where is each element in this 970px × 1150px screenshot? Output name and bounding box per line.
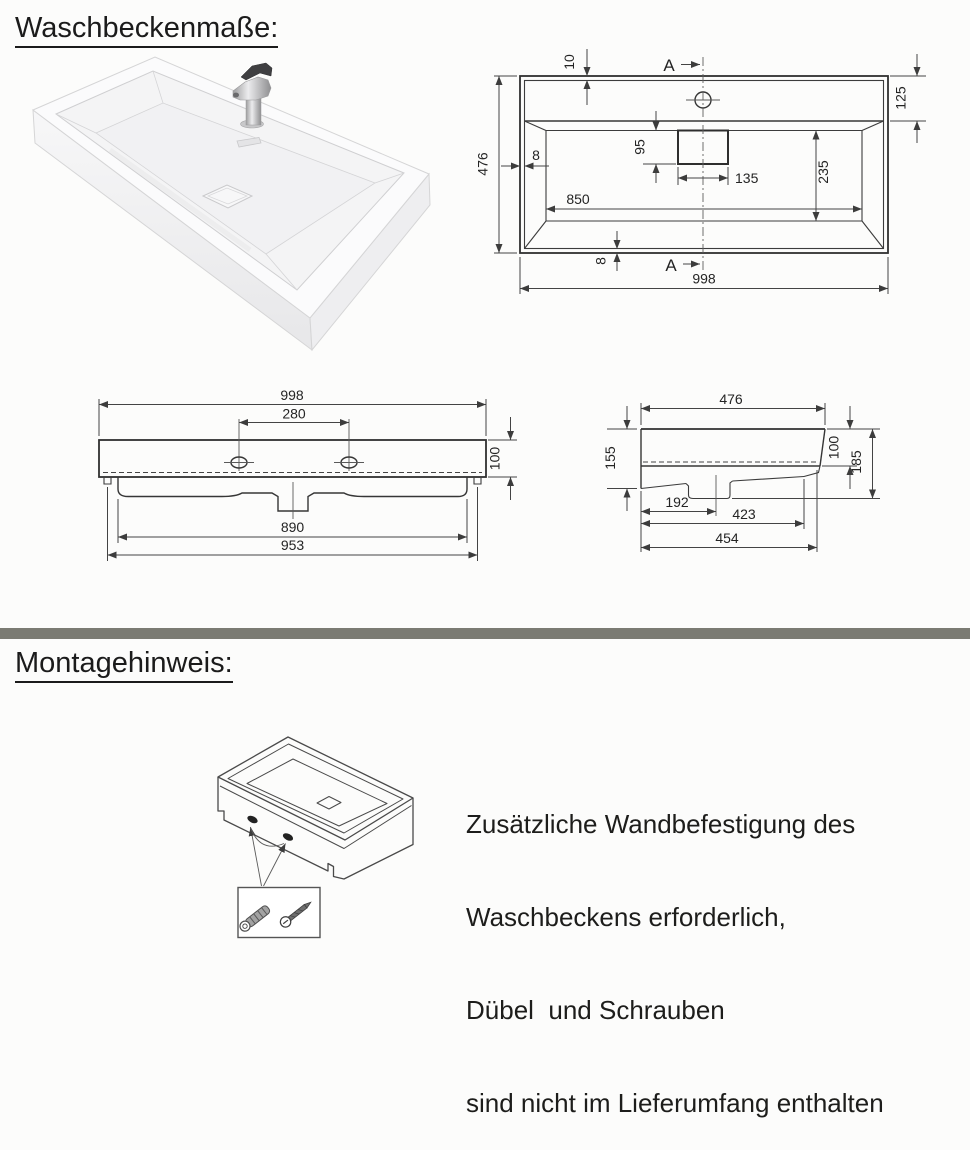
mounting-hole-left xyxy=(246,814,259,825)
tap-hole-right xyxy=(334,419,364,471)
mounting-hole-right xyxy=(282,832,295,843)
dim-basin-width: 850 xyxy=(566,191,590,207)
dim-total-height: 185 xyxy=(848,450,864,474)
hardware-box xyxy=(238,888,320,938)
top-view-drawing xyxy=(475,49,927,294)
sketch-drain-slot xyxy=(317,797,341,810)
dim-drain-depth: 95 xyxy=(631,139,648,155)
dim-basin-underside-width: 890 xyxy=(280,519,305,535)
front-view-drawing xyxy=(99,387,517,561)
dim-underside-depth: 423 xyxy=(732,506,756,522)
dim-hole-spacing: 280 xyxy=(282,405,306,422)
dim-body-underside-width: 953 xyxy=(280,537,305,553)
dim-overall-width: 998 xyxy=(692,270,716,287)
side-view-dimensions xyxy=(602,391,880,552)
dim-side-front-height: 100 xyxy=(825,435,842,460)
dim-rim-top: 10 xyxy=(561,54,577,70)
dim-deck-depth: 125 xyxy=(892,86,909,110)
dim-side-overall-depth: 476 xyxy=(719,391,743,407)
mounting-note-line: Waschbeckens erforderlich, xyxy=(466,902,786,932)
dim-front-height: 100 xyxy=(486,446,503,471)
mounting-heading: Montagehinweis: xyxy=(15,648,233,683)
side-view-drawing xyxy=(602,391,880,552)
dim-basin-depth: 235 xyxy=(815,160,831,184)
front-view-dimensions xyxy=(99,387,517,561)
mounting-sketch xyxy=(218,737,413,938)
dimensions-heading: Waschbeckenmaße: xyxy=(15,13,278,48)
dim-back-height: 155 xyxy=(602,446,618,470)
mounting-note-line: Dübel und Schrauben xyxy=(466,995,725,1025)
mounting-note-line: sind nicht im Lieferumfang enthalten xyxy=(466,1088,884,1118)
dim-front-overall-width: 998 xyxy=(280,387,304,403)
dim-rim-bottom: 8 xyxy=(592,257,609,265)
dim-overall-depth: 476 xyxy=(474,152,491,176)
mounting-note xyxy=(466,747,906,1150)
section-marker-bottom: A xyxy=(665,256,677,275)
dim-underside-overall-depth: 454 xyxy=(715,530,739,546)
product-photo xyxy=(33,57,430,350)
dim-rim-side: 8 xyxy=(532,147,540,163)
mounting-note-line: Zusätzliche Wandbefestigung des xyxy=(466,809,856,839)
dim-drain-center-offset: 192 xyxy=(665,494,689,510)
divider-bar xyxy=(0,628,970,639)
top-view-dimensions xyxy=(475,49,927,294)
section-marker-top: A xyxy=(663,56,675,75)
tap-hole-left xyxy=(224,419,254,471)
underside-profile xyxy=(118,477,467,511)
dim-drain-width: 135 xyxy=(735,170,759,186)
